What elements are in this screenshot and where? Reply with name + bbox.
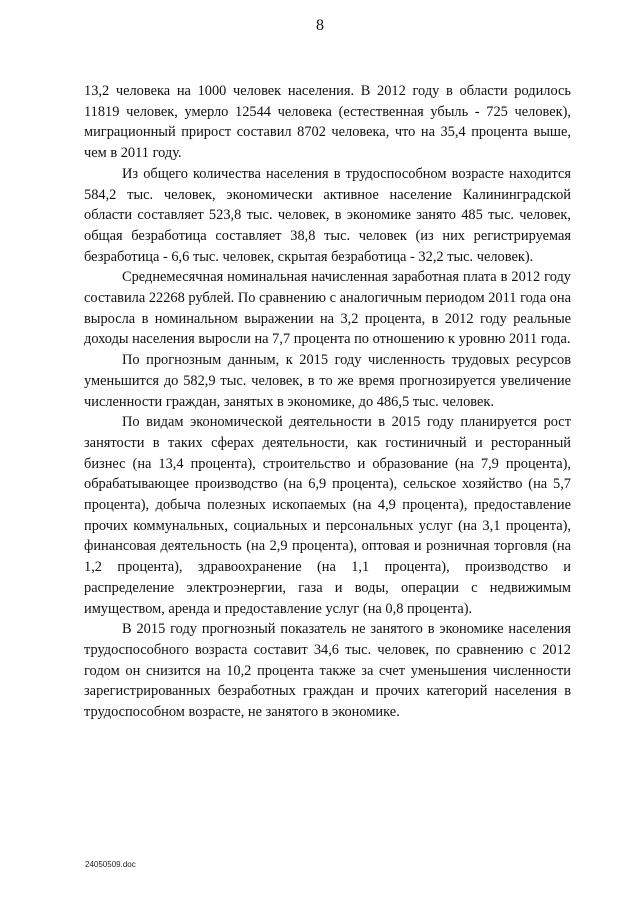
paragraph-employment-by-activity: По видам экономической деятельности в 2015 году планируется рост занятости в таких сферах деятельности, как гостиничный и ресторанный бизнес (на 13,4 процента), строительство и образование (на 7,9 процента), обрабатывающее производство (на 6,9 процента), сельское хозяйство (на 5,7 процента), добыча полезных ископаемых (на 4,9 процента), предоставление прочих коммунальных, социальных и персональных услуг (на 3,1 процента), финансовая деятельность (на 2,9 процента), оптовая и розничная торговля (на 1,2 процента), здравоохранение (на 1,1 процента), производство и распределение электроэнергии, газа и воды, операции с недвижимым имуществом, аренда и предоставление услуг (на 0,8 процента).: [84, 414, 571, 617]
footer-doc-name: 24050509.doc: [85, 860, 136, 869]
paragraph-unemployed-forecast: В 2015 году прогнозный показатель не занятого в экономике населения трудоспособного возраста составит 34,6 тыс. человек, по сравнению с 2012 годом он снизится на 10,2 процента также за счет уменьшения численности зарегистрированных безработных граждан и прочих категорий населения в трудоспособном возрасте, не занятого в экономике.: [84, 621, 571, 721]
paragraph-average-wage: Среднемесячная номинальная начисленная заработная плата в 2012 году составила 22268 рублей. По сравнению с аналогичным периодом 2011 года она выросла в номинальном выражении на 3,2 процента, в 2012 году реальные доходы населения выросли на 7,7 процента по отношению к уровню 2011 года.: [84, 269, 571, 348]
page-number: 8: [316, 17, 324, 34]
paragraph-population-stats: 13,2 человека на 1000 человек населения. В 2012 году в области родилось 11819 человек, умерло 12544 человека (естественная убыль - 725 человек), миграционный прирост составил 8702 человека, что на 35,4 процента выше, чем в 2011 году.: [84, 83, 571, 162]
paragraph-labor-forecast: По прогнозным данным, к 2015 году численность трудовых ресурсов уменьшится до 582,9 тыс. человек, в то же время прогнозируется увеличение численности граждан, занятых в экономике, до 486,5 тыс. человек.: [84, 352, 571, 410]
document-body: [84, 81, 571, 723]
paragraph-working-age-population: Из общего количества населения в трудоспособном возрасте находится 584,2 тыс. человек, экономически активное население Калининградской области составляет 523,8 тыс. человек, в экономике занято 485 тыс. человек, общая безработица составляет 38,8 тыс. человек (из них регистрируемая безработица - 6,6 тыс. человек, скрытая безработица - 32,2 тыс. человек).: [84, 165, 571, 265]
